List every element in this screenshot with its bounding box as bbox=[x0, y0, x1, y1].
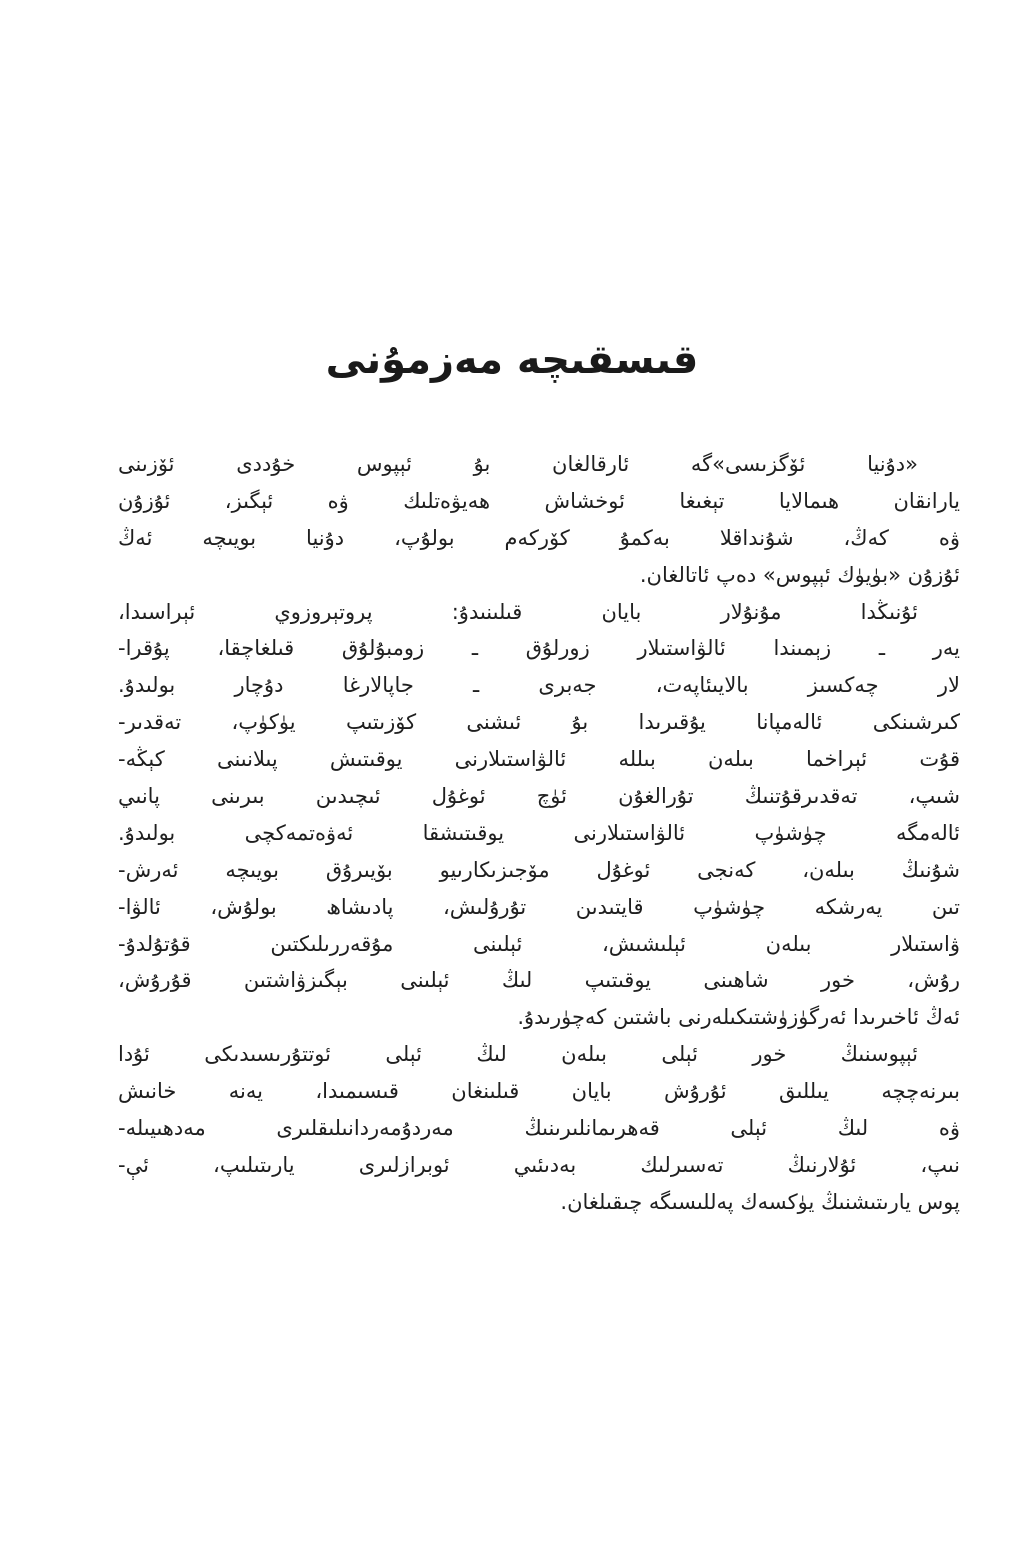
text-line: ئالەمگە چۈشۈپ ئالۋاستىلارنى يوقىتىشقا ئەۋەتمەكچى بولىدۇ. bbox=[118, 820, 960, 845]
text-line: ۋە كەڭ، شۇنداقلا بەكمۇ كۆركەم بولۇپ، دۇنيا بويىچە ئەڭ bbox=[118, 525, 960, 550]
text-line: تىن يەرشكە چۈشۈپ قايتىدىن تۇرۇلىش، پادىشاھ بولۇش، ئالۋا- bbox=[118, 894, 960, 919]
body-text bbox=[118, 446, 960, 1221]
text-line: يەر ـ زېمىندا ئالۋاستىلار زورلۇق ـ زومبۇلۇق قىلغاچقا، پۇقرا- bbox=[118, 636, 960, 661]
text-line: پوس يارىتىشنىڭ يۈكسەك پەللىسىگە چىقىلغان. bbox=[560, 1189, 960, 1214]
text-line: كىرشىنكى ئالەمپانا يۇقىرىدا بۇ ئىشنى كۆزىتىپ يۈكۈپ، تەقدىر- bbox=[118, 710, 960, 735]
text-line: بىرنەچچە يىللىق ئۇرۇش بايان قىلىنغان قىسىمىدا، يەنە خانىش bbox=[118, 1079, 960, 1104]
text-line: نىپ، ئۇلارنىڭ تەسىرلىك بەدىئىي ئوبرازلىرى يارىتىلىپ، ئې- bbox=[118, 1152, 960, 1177]
text-line: شۇنىڭ بىلەن، كەنجى ئوغۇل مۆجىزىكارىيو بۆيىرۇق بويىچە ئەرش- bbox=[118, 857, 960, 882]
text-line: ئەڭ ئاخىرىدا ئەرگۈزۈشتىكىلەرنى باشتىن كەچۈرىدۇ. bbox=[517, 1005, 960, 1030]
text-line: يارانقان ھىمالايا تېغىغا ئوخشاش ھەيۋەتلىك ۋە ئېگىز، ئۇزۇن bbox=[118, 488, 960, 513]
text-line: رۇش، خور شاھىنى يوقىتىپ لىڭ ئېلىنى بېگىزۋاشتىن قۇرۇش، bbox=[118, 968, 960, 993]
text-line: ۋە لىڭ ئېلى قەھرىمانلىرىنىڭ مەردۇمەردانىلىقلىرى مەدھىيىلە- bbox=[118, 1116, 960, 1141]
paragraph-2 bbox=[118, 594, 960, 1037]
text-line: ئېپوسنىڭ خور ئېلى بىلەن لىڭ ئېلى ئوتتۇرىسىدىكى ئۇدا bbox=[118, 1042, 918, 1067]
paragraph-3 bbox=[118, 1036, 960, 1220]
text-line: ئۇنىڭدا مۇنۇلار بايان قىلىنىدۇ: پروتېروزوي ئېراسىدا، bbox=[118, 599, 918, 624]
text-line: قۇت ئېراخما بىلەن بىللە ئالۋاستىلارنى يوقىتىش پىلانىنى كېڭە- bbox=[118, 747, 960, 772]
paragraph-1 bbox=[118, 446, 960, 594]
text-line: ۋاستىلار بىلەن ئېلىشىش، ئېلىنى مۇقەررىلىكتىن قۇتۇلدۇ- bbox=[118, 931, 960, 956]
text-line: ئۇزۇن «بۈيۈك ئېپوس» دەپ ئاتالغان. bbox=[639, 562, 960, 587]
page-title: قىسقىچە مەزمۇنى bbox=[325, 337, 699, 383]
text-line: «دۇنيا ئۆگزىسى»گە ئارقالغان بۇ ئېپوس خۇددى ئۆزىنى bbox=[118, 452, 918, 476]
text-line: لار چەكسىز بالايىئاپەت، جەبرى ـ جاپالارغا دۇچار بولىدۇ. bbox=[118, 673, 960, 698]
text-line: شىپ، تەقدىرقۇتنىڭ تۇرالغۇن ئۈچ ئوغۇل ئىچىدىن بىرىنى پانىي bbox=[118, 784, 960, 809]
